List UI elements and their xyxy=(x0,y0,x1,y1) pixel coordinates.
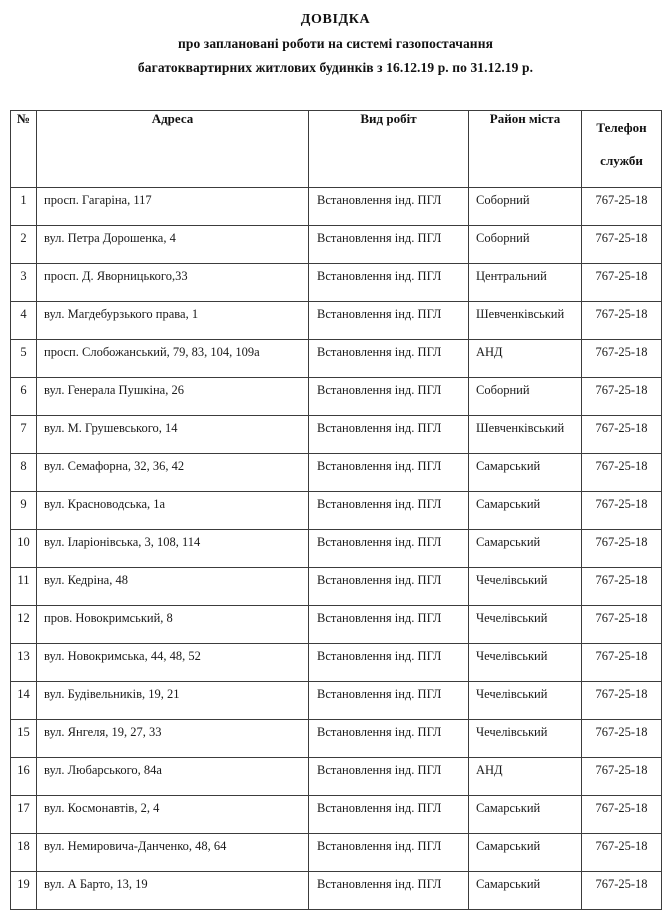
cell-district xyxy=(469,872,582,910)
cell-number-text: 18 xyxy=(17,839,30,853)
cell-district xyxy=(469,264,582,302)
cell-district xyxy=(469,796,582,834)
table-row xyxy=(11,340,662,378)
table-row xyxy=(11,796,662,834)
cell-phone-text: 767-25-18 xyxy=(595,383,648,397)
cell-work-type xyxy=(309,188,469,226)
column-header-phone-label-line-2: служби xyxy=(600,153,643,168)
table-row xyxy=(11,188,662,226)
table-row xyxy=(11,682,662,720)
cell-address-text: вул. Семафорна, 32, 36, 42 xyxy=(44,459,185,473)
cell-district xyxy=(469,378,582,416)
cell-district-text: Шевченківський xyxy=(476,421,565,435)
cell-phone xyxy=(582,530,662,568)
cell-address xyxy=(37,682,309,720)
cell-address-text: просп. Д. Яворницького,33 xyxy=(44,269,188,283)
cell-work-type xyxy=(309,264,469,302)
cell-address xyxy=(37,530,309,568)
cell-work-type-text: Встановлення інд. ПГЛ xyxy=(317,763,442,777)
cell-phone-text: 767-25-18 xyxy=(595,801,648,815)
table-row xyxy=(11,872,662,910)
table-row xyxy=(11,264,662,302)
cell-phone xyxy=(582,682,662,720)
cell-address-text: вул. Немировича-Данченко, 48, 64 xyxy=(44,839,227,853)
cell-address xyxy=(37,378,309,416)
cell-number xyxy=(11,720,37,758)
document-subtitle-line-1: про заплановані роботи на системі газопостачання xyxy=(178,36,493,51)
cell-district xyxy=(469,226,582,264)
cell-district xyxy=(469,644,582,682)
cell-address xyxy=(37,454,309,492)
cell-district xyxy=(469,416,582,454)
cell-phone-text: 767-25-18 xyxy=(595,725,648,739)
cell-number-text: 13 xyxy=(17,649,30,663)
cell-number xyxy=(11,454,37,492)
cell-address xyxy=(37,834,309,872)
cell-phone xyxy=(582,340,662,378)
column-header-address xyxy=(37,111,309,188)
cell-work-type xyxy=(309,530,469,568)
cell-number-text: 6 xyxy=(20,383,27,397)
cell-address-text: вул. М. Грушевського, 14 xyxy=(44,421,178,435)
cell-work-type-text: Встановлення інд. ПГЛ xyxy=(317,573,442,587)
column-header-address-label: Адреса xyxy=(151,111,194,126)
cell-address xyxy=(37,872,309,910)
cell-phone-text: 767-25-18 xyxy=(595,611,648,625)
cell-address xyxy=(37,492,309,530)
cell-work-type xyxy=(309,454,469,492)
cell-address-text: вул. Іларіонівська, 3, 108, 114 xyxy=(44,535,201,549)
cell-address-text: вул. Генерала Пушкіна, 26 xyxy=(44,383,184,397)
cell-district-text: АНД xyxy=(476,763,503,777)
cell-work-type xyxy=(309,568,469,606)
cell-address-text: просп. Слобожанський, 79, 83, 104, 109а xyxy=(44,345,260,359)
cell-work-type-text: Встановлення інд. ПГЛ xyxy=(317,345,442,359)
cell-phone xyxy=(582,568,662,606)
cell-work-type-text: Встановлення інд. ПГЛ xyxy=(317,877,442,891)
table-row xyxy=(11,758,662,796)
cell-number xyxy=(11,340,37,378)
cell-district-text: Соборний xyxy=(476,231,530,245)
cell-district xyxy=(469,682,582,720)
cell-number xyxy=(11,530,37,568)
cell-number-text: 9 xyxy=(20,497,27,511)
cell-number-text: 4 xyxy=(20,307,27,321)
column-header-district-label: Район міста xyxy=(489,111,561,126)
cell-number-text: 14 xyxy=(17,687,30,701)
table-row xyxy=(11,720,662,758)
cell-number-text: 2 xyxy=(20,231,27,245)
cell-number xyxy=(11,682,37,720)
cell-phone xyxy=(582,226,662,264)
cell-district-text: Соборний xyxy=(476,383,530,397)
cell-number-text: 8 xyxy=(20,459,27,473)
cell-address xyxy=(37,720,309,758)
cell-work-type-text: Встановлення інд. ПГЛ xyxy=(317,801,442,815)
cell-address-text: вул. Любарського, 84а xyxy=(44,763,162,777)
cell-address-text: вул. Космонавтів, 2, 4 xyxy=(44,801,160,815)
cell-phone-text: 767-25-18 xyxy=(595,877,648,891)
cell-district-text: Шевченківський xyxy=(476,307,565,321)
cell-district-text: Соборний xyxy=(476,193,530,207)
cell-phone xyxy=(582,606,662,644)
table-row xyxy=(11,834,662,872)
cell-number xyxy=(11,378,37,416)
cell-work-type xyxy=(309,302,469,340)
cell-district xyxy=(469,758,582,796)
table-row xyxy=(11,568,662,606)
cell-number xyxy=(11,226,37,264)
cell-work-type xyxy=(309,492,469,530)
cell-district-text: Самарський xyxy=(476,801,541,815)
cell-work-type-text: Встановлення інд. ПГЛ xyxy=(317,649,442,663)
cell-phone-text: 767-25-18 xyxy=(595,307,648,321)
cell-number-text: 17 xyxy=(17,801,30,815)
cell-phone-text: 767-25-18 xyxy=(595,649,648,663)
cell-number xyxy=(11,872,37,910)
cell-work-type-text: Встановлення інд. ПГЛ xyxy=(317,459,442,473)
cell-phone-text: 767-25-18 xyxy=(595,573,648,587)
cell-address xyxy=(37,188,309,226)
cell-address xyxy=(37,644,309,682)
cell-address xyxy=(37,416,309,454)
cell-phone-text: 767-25-18 xyxy=(595,687,648,701)
cell-number xyxy=(11,492,37,530)
cell-work-type-text: Встановлення інд. ПГЛ xyxy=(317,611,442,625)
cell-district-text: Самарський xyxy=(476,459,541,473)
column-header-district xyxy=(469,111,582,188)
cell-address xyxy=(37,226,309,264)
cell-address-text: вул. А Барто, 13, 19 xyxy=(44,877,148,891)
cell-work-type-text: Встановлення інд. ПГЛ xyxy=(317,725,442,739)
cell-number xyxy=(11,606,37,644)
cell-number xyxy=(11,834,37,872)
cell-number xyxy=(11,302,37,340)
cell-district xyxy=(469,492,582,530)
cell-address-text: просп. Гагаріна, 117 xyxy=(44,193,152,207)
cell-number-text: 7 xyxy=(20,421,27,435)
cell-number-text: 11 xyxy=(17,573,30,587)
cell-district xyxy=(469,340,582,378)
cell-work-type xyxy=(309,682,469,720)
cell-number-text: 5 xyxy=(20,345,27,359)
cell-address xyxy=(37,606,309,644)
cell-phone xyxy=(582,454,662,492)
cell-address xyxy=(37,568,309,606)
cell-phone xyxy=(582,720,662,758)
cell-work-type-text: Встановлення інд. ПГЛ xyxy=(317,535,442,549)
cell-district xyxy=(469,720,582,758)
table-row xyxy=(11,416,662,454)
table-header xyxy=(11,111,662,188)
cell-district xyxy=(469,568,582,606)
cell-phone xyxy=(582,758,662,796)
column-header-work-type xyxy=(309,111,469,188)
column-header-work-type-label: Вид робіт xyxy=(360,111,417,126)
table-row xyxy=(11,492,662,530)
cell-work-type-text: Встановлення інд. ПГЛ xyxy=(317,497,442,511)
cell-phone-text: 767-25-18 xyxy=(595,421,648,435)
cell-work-type xyxy=(309,226,469,264)
cell-phone xyxy=(582,378,662,416)
cell-district xyxy=(469,530,582,568)
cell-work-type-text: Встановлення інд. ПГЛ xyxy=(317,269,442,283)
cell-work-type xyxy=(309,720,469,758)
table-row xyxy=(11,644,662,682)
cell-number-text: 12 xyxy=(17,611,30,625)
cell-number-text: 1 xyxy=(20,193,27,207)
cell-phone xyxy=(582,492,662,530)
cell-work-type-text: Встановлення інд. ПГЛ xyxy=(317,193,442,207)
column-header-phone-label-line-1: Телефон xyxy=(596,120,647,135)
cell-address-text: вул. Янгеля, 19, 27, 33 xyxy=(44,725,162,739)
cell-work-type xyxy=(309,378,469,416)
cell-district-text: Центральний xyxy=(476,269,547,283)
cell-address-text: вул. Будівельників, 19, 21 xyxy=(44,687,180,701)
cell-address xyxy=(37,264,309,302)
cell-work-type xyxy=(309,758,469,796)
cell-work-type xyxy=(309,796,469,834)
table-row xyxy=(11,302,662,340)
cell-work-type-text: Встановлення інд. ПГЛ xyxy=(317,307,442,321)
cell-phone xyxy=(582,872,662,910)
table-row xyxy=(11,378,662,416)
cell-district xyxy=(469,454,582,492)
cell-number-text: 19 xyxy=(17,877,30,891)
table-body xyxy=(11,188,662,910)
cell-phone xyxy=(582,302,662,340)
cell-number xyxy=(11,758,37,796)
cell-number xyxy=(11,264,37,302)
cell-phone-text: 767-25-18 xyxy=(595,269,648,283)
cell-number xyxy=(11,644,37,682)
cell-work-type xyxy=(309,644,469,682)
cell-district-text: Самарський xyxy=(476,839,541,853)
column-header-number xyxy=(11,111,37,188)
cell-number xyxy=(11,416,37,454)
cell-work-type-text: Встановлення інд. ПГЛ xyxy=(317,383,442,397)
document-title: ДОВІДКА xyxy=(300,12,371,27)
cell-address-text: вул. Кедріна, 48 xyxy=(44,573,128,587)
cell-address-text: пров. Новокримський, 8 xyxy=(44,611,173,625)
cell-district-text: Чечелівський xyxy=(476,687,548,701)
cell-address xyxy=(37,796,309,834)
table-header-row xyxy=(11,111,662,188)
cell-work-type-text: Встановлення інд. ПГЛ xyxy=(317,421,442,435)
cell-address xyxy=(37,758,309,796)
cell-district-text: Чечелівський xyxy=(476,573,548,587)
document-subtitle-line-2: багатоквартирних житлових будинків з 16.12.19 р. по 31.12.19 р. xyxy=(137,60,534,75)
cell-district-text: Чечелівський xyxy=(476,611,548,625)
cell-phone xyxy=(582,416,662,454)
cell-number-text: 10 xyxy=(17,535,30,549)
cell-work-type-text: Встановлення інд. ПГЛ xyxy=(317,839,442,853)
cell-district-text: АНД xyxy=(476,345,503,359)
cell-number-text: 15 xyxy=(17,725,30,739)
cell-phone-text: 767-25-18 xyxy=(595,193,648,207)
cell-work-type-text: Встановлення інд. ПГЛ xyxy=(317,231,442,245)
table-row xyxy=(11,226,662,264)
cell-phone xyxy=(582,644,662,682)
cell-district xyxy=(469,302,582,340)
cell-number-text: 3 xyxy=(20,269,27,283)
cell-phone xyxy=(582,188,662,226)
table-row xyxy=(11,530,662,568)
cell-work-type xyxy=(309,340,469,378)
cell-address-text: вул. Петра Дорошенка, 4 xyxy=(44,231,176,245)
cell-work-type xyxy=(309,606,469,644)
cell-address-text: вул. Магдебурзького права, 1 xyxy=(44,307,199,321)
cell-district-text: Чечелівський xyxy=(476,649,548,663)
cell-phone xyxy=(582,834,662,872)
cell-number xyxy=(11,188,37,226)
schedule-table xyxy=(10,110,662,910)
cell-work-type xyxy=(309,834,469,872)
table-row xyxy=(11,606,662,644)
cell-phone-text: 767-25-18 xyxy=(595,459,648,473)
cell-district-text: Самарський xyxy=(476,877,541,891)
cell-phone xyxy=(582,264,662,302)
cell-address-text: вул. Красноводська, 1а xyxy=(44,497,166,511)
cell-address xyxy=(37,340,309,378)
schedule-table-container xyxy=(10,110,661,910)
cell-work-type xyxy=(309,872,469,910)
cell-district-text: Чечелівський xyxy=(476,725,548,739)
column-header-number-label: № xyxy=(16,111,31,126)
cell-phone-text: 767-25-18 xyxy=(595,345,648,359)
document-heading xyxy=(0,0,671,80)
cell-phone-text: 767-25-18 xyxy=(595,231,648,245)
cell-address-text: вул. Новокримська, 44, 48, 52 xyxy=(44,649,201,663)
cell-phone-text: 767-25-18 xyxy=(595,763,648,777)
cell-work-type-text: Встановлення інд. ПГЛ xyxy=(317,687,442,701)
cell-district xyxy=(469,834,582,872)
cell-district-text: Самарський xyxy=(476,535,541,549)
cell-district xyxy=(469,606,582,644)
cell-phone xyxy=(582,796,662,834)
cell-district xyxy=(469,188,582,226)
cell-phone-text: 767-25-18 xyxy=(595,497,648,511)
cell-phone-text: 767-25-18 xyxy=(595,839,648,853)
column-header-phone xyxy=(582,111,662,188)
cell-district-text: Самарський xyxy=(476,497,541,511)
table-row xyxy=(11,454,662,492)
cell-number xyxy=(11,796,37,834)
cell-address xyxy=(37,302,309,340)
cell-work-type xyxy=(309,416,469,454)
cell-number-text: 16 xyxy=(17,763,30,777)
cell-number xyxy=(11,568,37,606)
cell-phone-text: 767-25-18 xyxy=(595,535,648,549)
